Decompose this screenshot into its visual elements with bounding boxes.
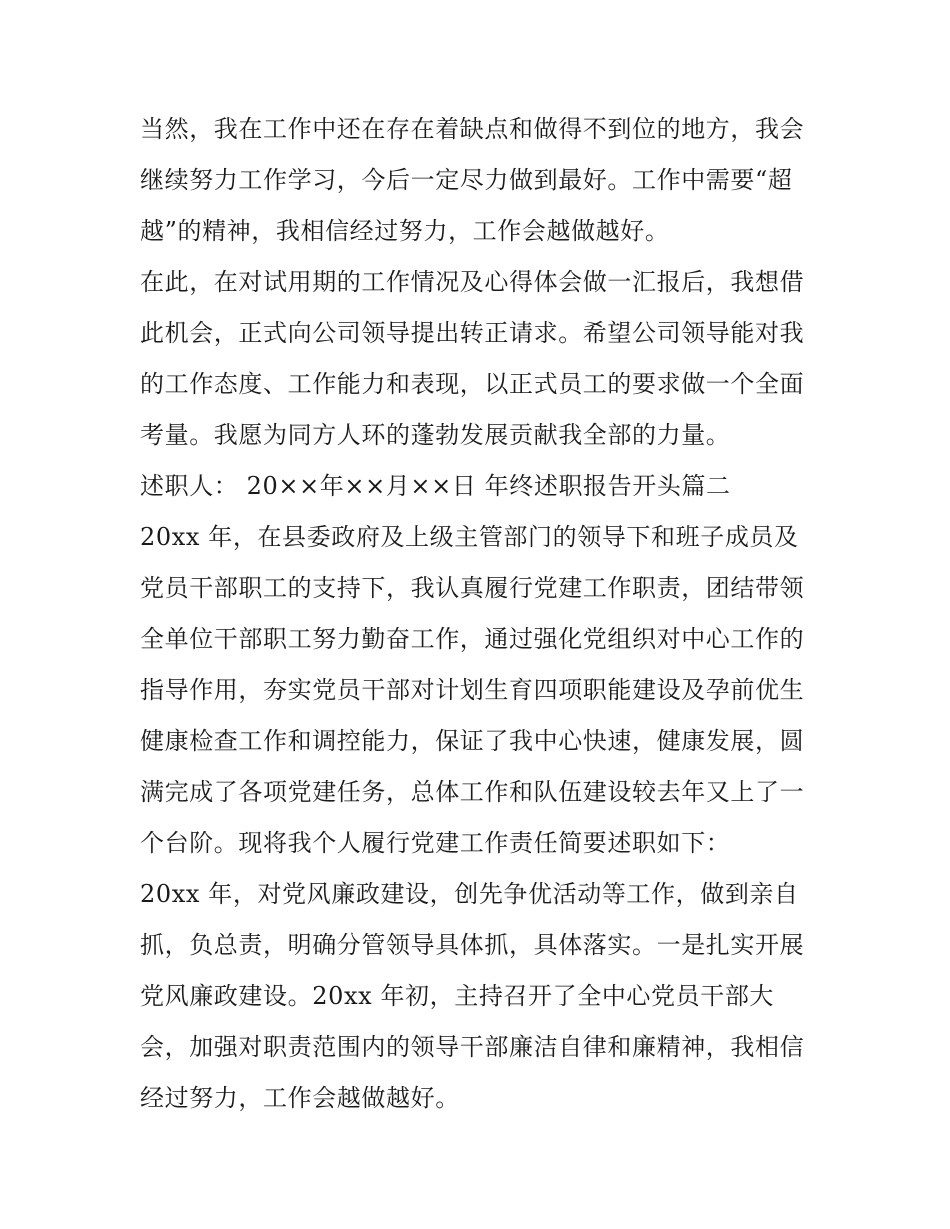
text-line: 考量。我愿为同方人环的蓬勃发展贡献我全部的力量。 <box>140 421 731 449</box>
text-line: 党风廉政建设。20xx 年初，主持召开了全中心党员干部大 <box>140 982 775 1010</box>
text-line: 当然，我在工作中还在存在着缺点和做得不到位的地方，我会 <box>140 115 805 143</box>
text-line: 越”的精神，我相信经过努力，工作会越做越好。 <box>140 217 670 245</box>
text-line: 党员干部职工的支持下，我认真履行党建工作职责，团结带领 <box>140 574 805 602</box>
text-line: 继续努力工作学习，今后一定尽力做到最好。工作中需要“超 <box>140 166 793 194</box>
text-line: 在此，在对试用期的工作情况及心得体会做一汇报后，我想借 <box>140 268 805 296</box>
text-line: 全单位干部职工努力勤奋工作，通过强化党组织对中心工作的 <box>140 625 805 653</box>
text-line: 经过努力，工作会越做越好。 <box>140 1084 460 1112</box>
text-line: 抓，负总责，明确分管领导具体抓，具体落实。一是扎实开展 <box>140 931 805 959</box>
document-body <box>140 104 820 1124</box>
text-line: 健康检查工作和调控能力，保证了我中心快速，健康发展，圆 <box>140 727 805 755</box>
text-line: 20xx 年，对党风廉政建设，创先争优活动等工作，做到亲自 <box>140 880 799 908</box>
text-line: 会，加强对职责范围内的领导干部廉洁自律和廉精神，我相信 <box>140 1033 805 1061</box>
signature-line: 述职人： 20××年××月××日 年终述职报告开头篇二 <box>140 472 731 500</box>
text-line: 指导作用，夯实党员干部对计划生育四项职能建设及孕前优生 <box>140 676 805 704</box>
text-line: 此机会，正式向公司领导提出转正请求。希望公司领导能对我 <box>140 319 805 347</box>
text-line: 20xx 年，在县委政府及上级主管部门的领导下和班子成员及 <box>140 523 799 551</box>
text-line: 的工作态度、工作能力和表现，以正式员工的要求做一个全面 <box>140 370 805 398</box>
text-line: 个台阶。现将我个人履行党建工作责任简要述职如下： <box>140 829 731 857</box>
text-line: 满完成了各项党建任务，总体工作和队伍建设较去年又上了一 <box>140 778 805 806</box>
